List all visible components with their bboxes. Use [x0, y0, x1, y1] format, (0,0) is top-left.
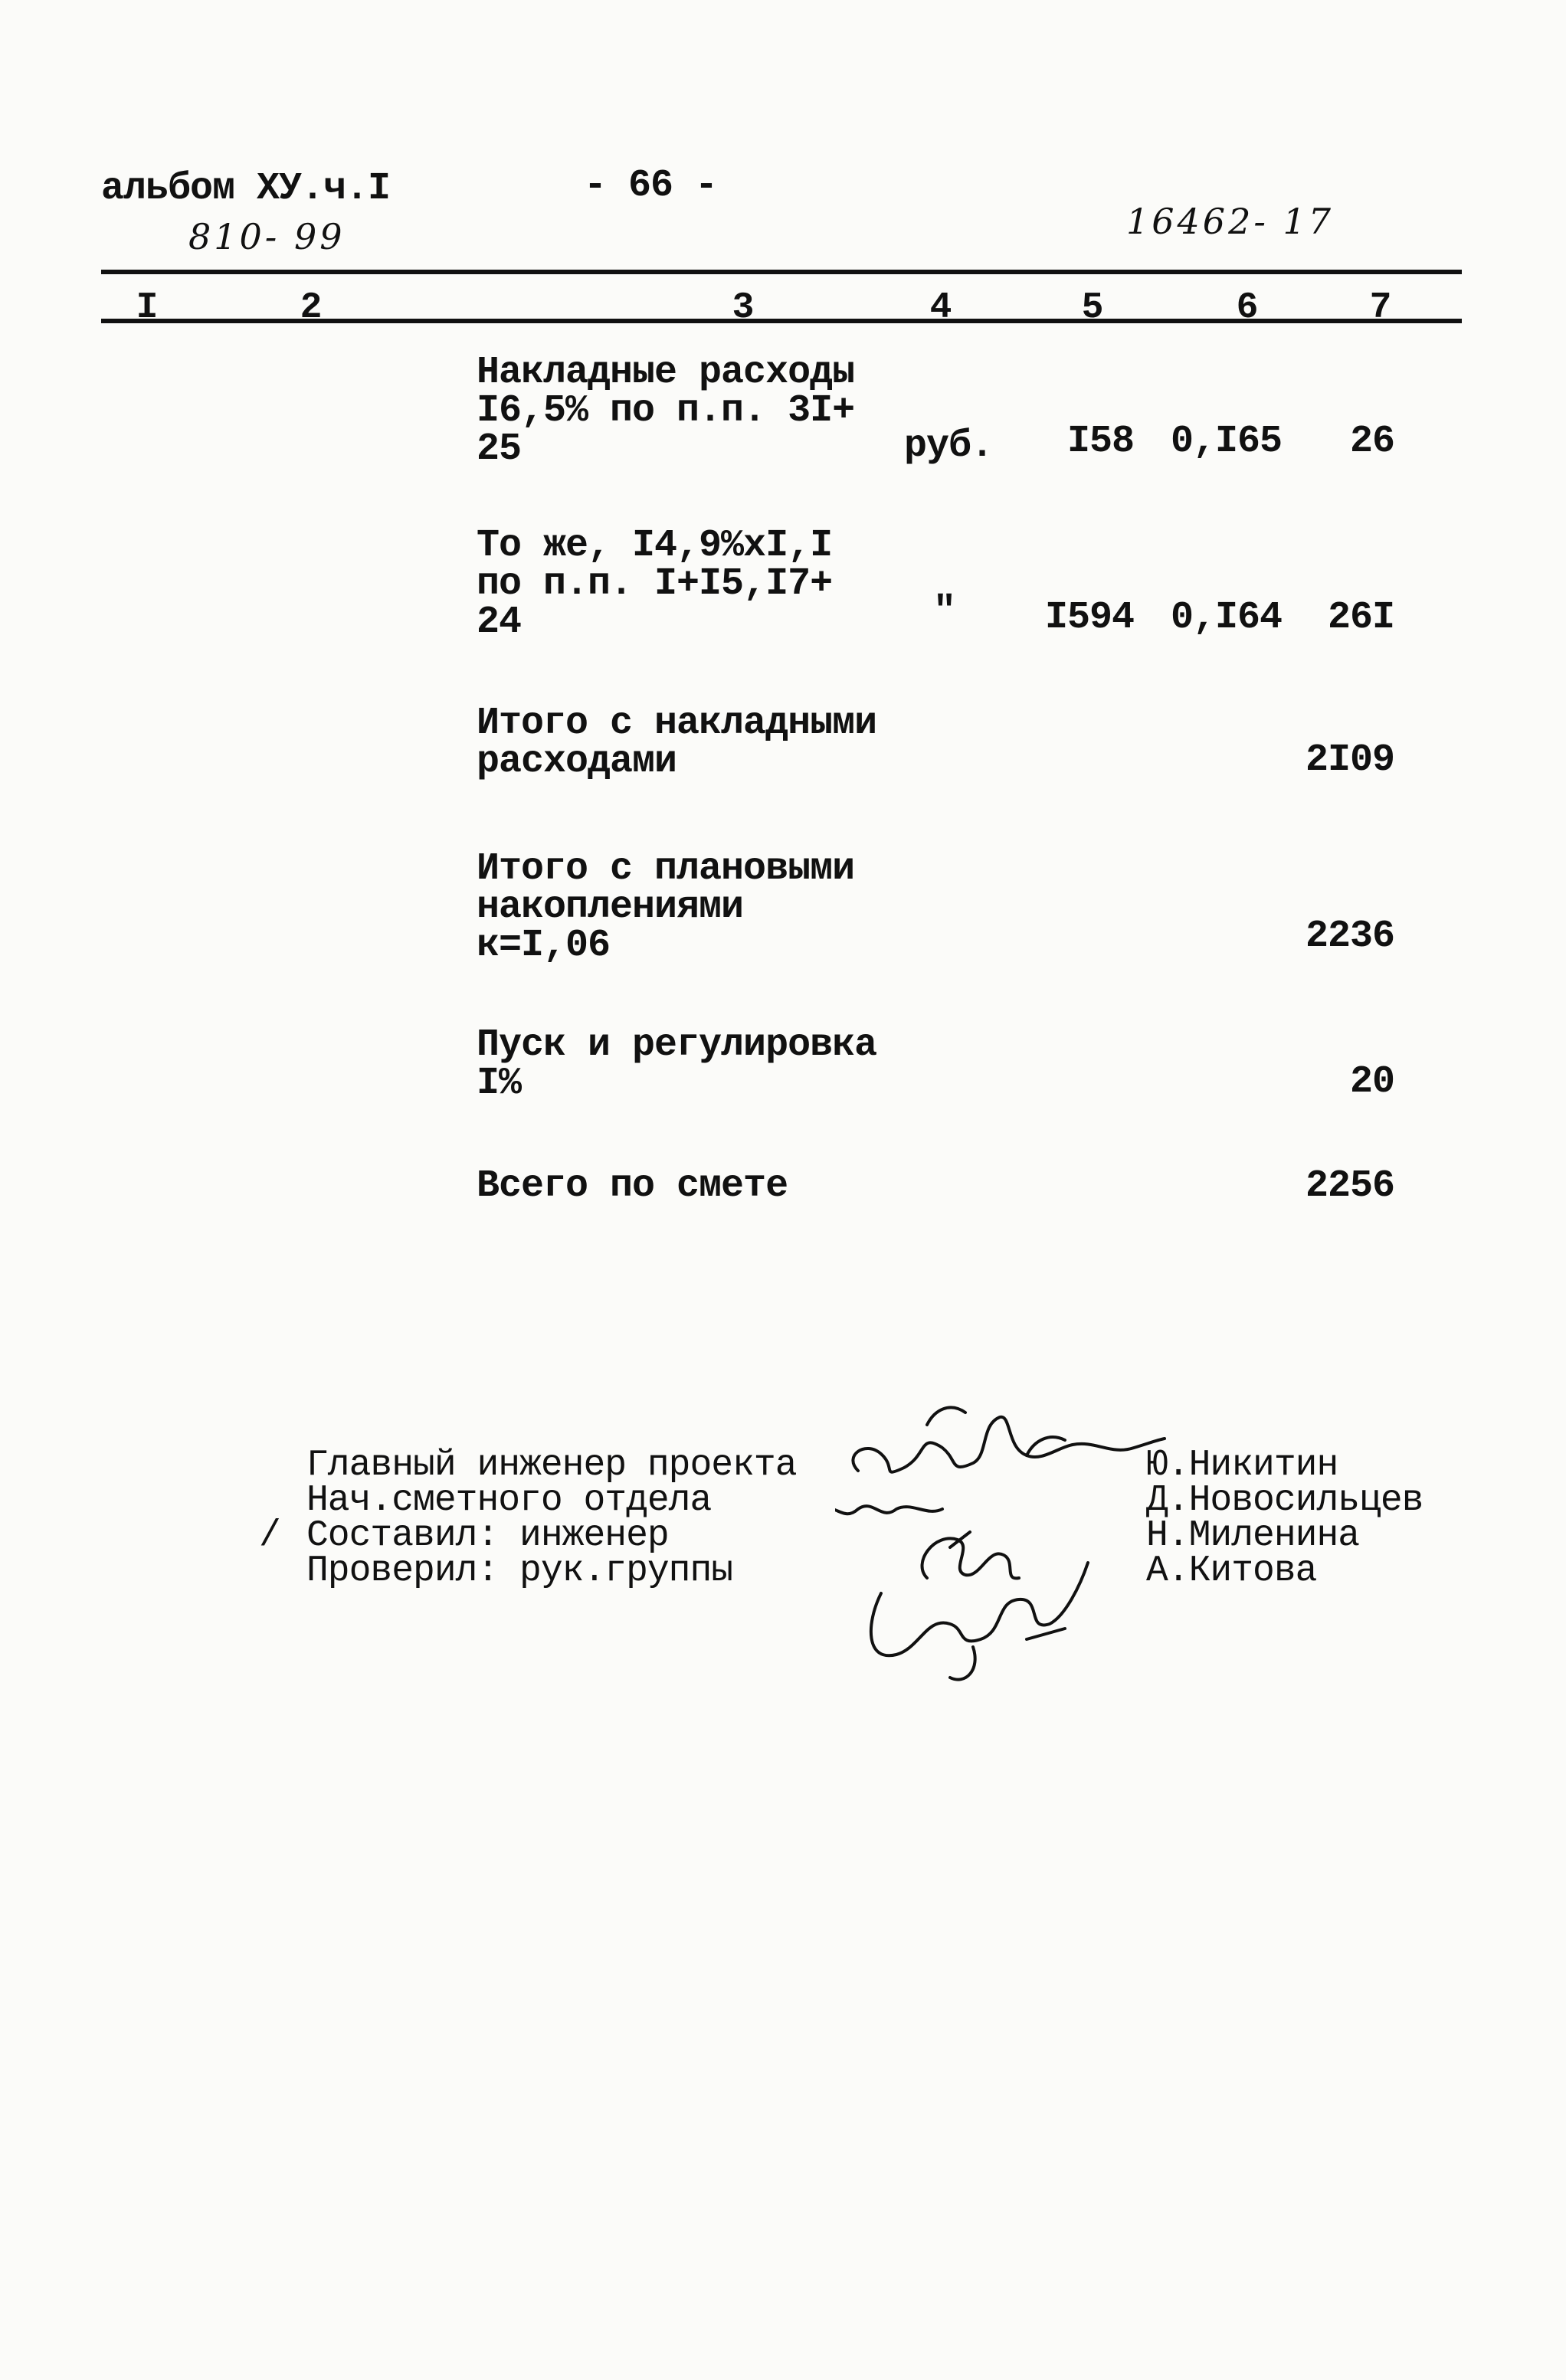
- quantity-cell: I594: [1044, 596, 1134, 640]
- column-header-2: 2: [300, 287, 323, 329]
- table-row-description: [477, 847, 855, 967]
- total-cell: 20: [1349, 1060, 1394, 1104]
- description-line: То же, I4,9%хI,I: [477, 524, 833, 568]
- description-line: Итого с плановыми: [477, 847, 855, 891]
- signatory-name: А.Китова: [1146, 1550, 1317, 1592]
- rate-cell: 0,I64: [1171, 596, 1283, 640]
- total-cell: 26: [1349, 420, 1394, 463]
- table-row-description: [477, 1023, 877, 1105]
- description-line: 25: [477, 427, 522, 471]
- handwritten-signatures: [835, 1394, 1172, 1685]
- signatory-name: Д.Новосильцев: [1146, 1480, 1423, 1521]
- table-row-description: [477, 1164, 788, 1208]
- signature-names: [1146, 1445, 1423, 1592]
- total-cell: 2I09: [1305, 738, 1394, 782]
- signature-roles: [306, 1445, 797, 1592]
- page-number: - 66 -: [584, 164, 718, 208]
- column-header-3: 3: [732, 287, 755, 329]
- total-cell: 2256: [1305, 1164, 1394, 1208]
- signature-role: Главный инженер проекта: [306, 1445, 797, 1486]
- description-line: Всего по смете: [477, 1164, 788, 1208]
- description-line: Итого с накладными: [477, 702, 877, 745]
- rate-cell: 0,I65: [1171, 420, 1283, 463]
- table-row-description: [477, 351, 855, 471]
- column-header-1: I: [136, 287, 159, 329]
- description-line: Накладные расходы: [477, 351, 855, 394]
- description-line: I6,5% по п.п. 3I+: [477, 389, 855, 433]
- description-line: расходами: [477, 740, 677, 784]
- column-header-4: 4: [929, 287, 952, 329]
- signature-role: Составил: инженер: [306, 1515, 669, 1557]
- table-row-description: [477, 702, 877, 784]
- total-cell: 26I: [1327, 596, 1394, 640]
- album-label: альбом ХУ.ч.I: [101, 167, 391, 211]
- signatory-name: Ю.Никитин: [1146, 1445, 1338, 1486]
- description-line: накоплениями: [477, 886, 744, 929]
- column-header-7: 7: [1369, 287, 1392, 329]
- description-line: Пуск и регулировка: [477, 1023, 877, 1067]
- column-header-5: 5: [1081, 287, 1104, 329]
- header-top-rule: [101, 270, 1462, 274]
- unit-cell: руб.: [904, 424, 994, 468]
- signature-role: Нач.сметного отдела: [306, 1480, 712, 1521]
- signatory-name: Н.Миленина: [1146, 1515, 1360, 1557]
- quantity-cell: I58: [1066, 420, 1134, 463]
- margin-mark: /: [259, 1515, 280, 1557]
- total-cell: 2236: [1305, 915, 1394, 958]
- description-line: 24: [477, 601, 522, 644]
- column-header-6: 6: [1236, 287, 1259, 329]
- unit-ditto-mark: ": [933, 590, 956, 633]
- handwritten-document-number: 16462- 17: [1126, 201, 1335, 242]
- signature-role: Проверил: рук.группы: [306, 1550, 733, 1592]
- description-line: I%: [477, 1062, 522, 1105]
- description-line: по п.п. I+I5,I7+: [477, 562, 833, 606]
- handwritten-album-number: 810- 99: [188, 216, 346, 257]
- table-row-description: [477, 524, 833, 644]
- description-line: к=I,06: [477, 924, 611, 967]
